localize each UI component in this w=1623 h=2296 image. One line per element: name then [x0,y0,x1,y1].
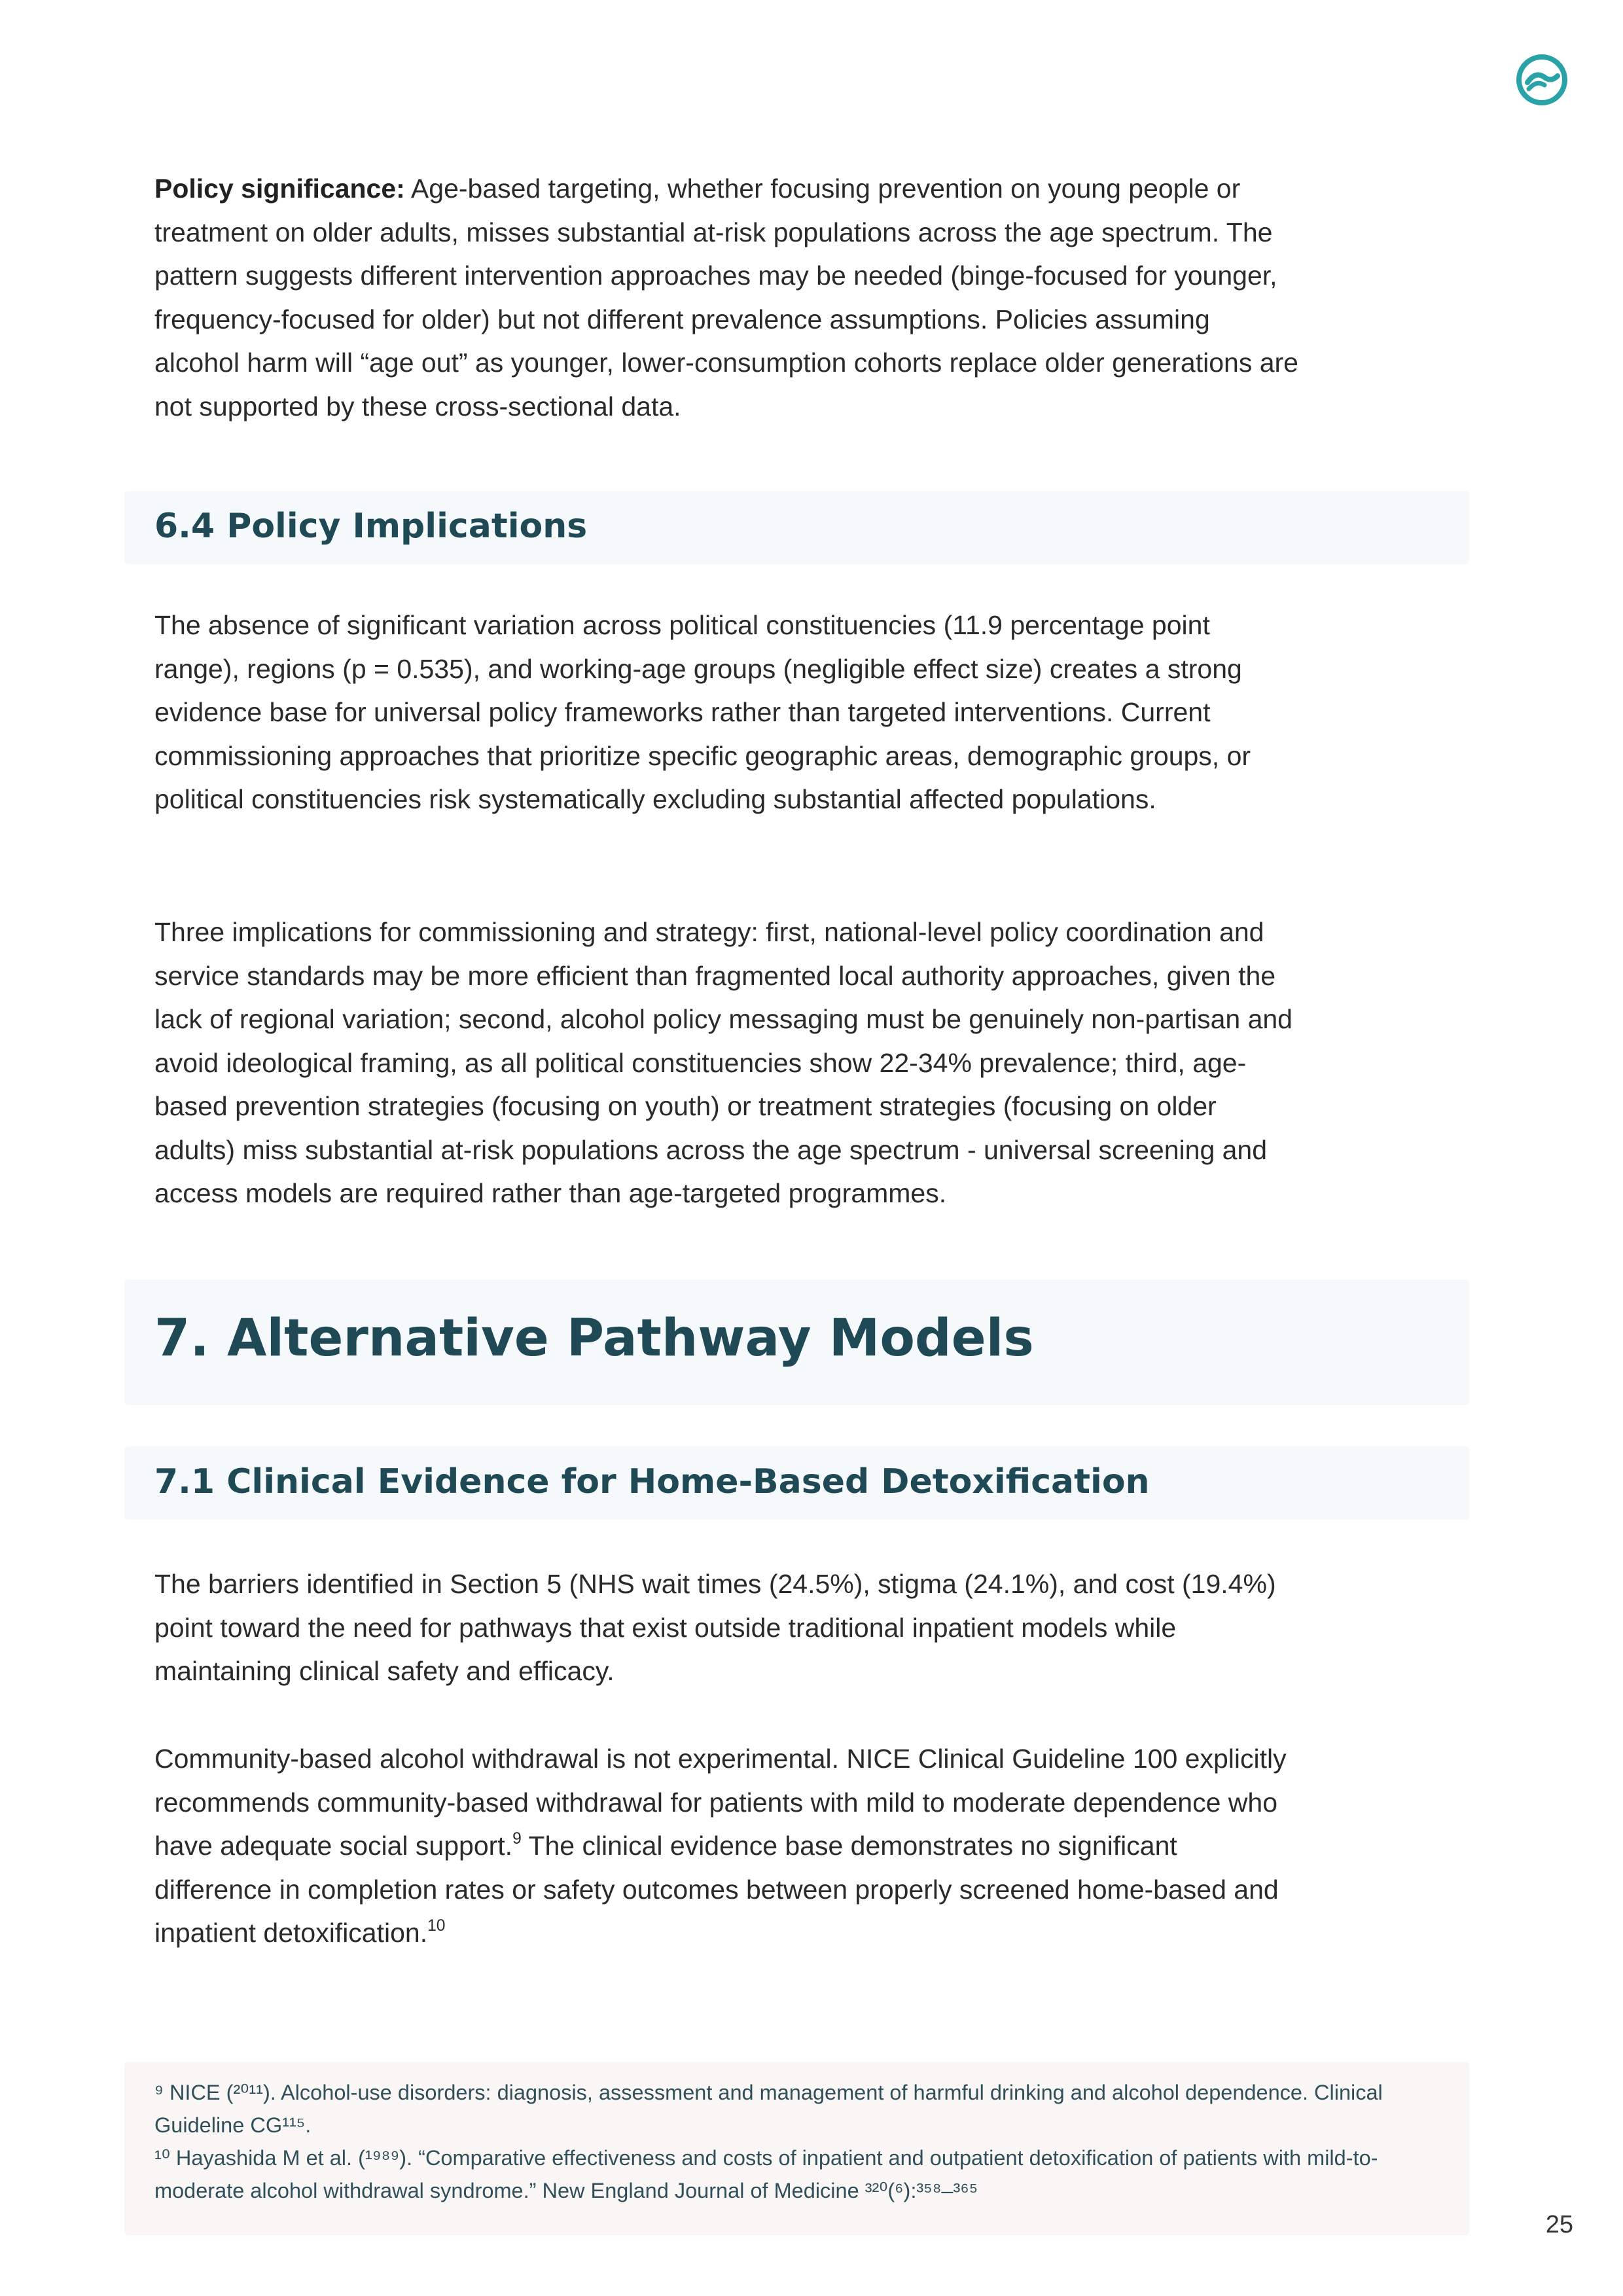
brand-logo-icon [1516,54,1568,106]
page-number: 25 [1545,2211,1573,2238]
section-6-4-body-2 [154,910,1300,1215]
section-7-title: 7. Alternative Pathway Models [154,1309,1034,1368]
footnote-10: ¹⁰ Hayashida M et al. (¹⁹⁸⁹). “Comparative effectiveness and costs of inpatient and outpatient detoxification of patients with mild-to-moderate alcohol withdrawal syndrome.” New England Journal of Medicine ³²⁰(⁶):³⁵⁸–³⁶⁵ [154,2146,1378,2202]
section-6-4-body [154,603,1300,821]
policy-significance-section [154,167,1300,428]
section-6-4-title: 6.4 Policy Implications [154,507,588,546]
policy-significance-text: Age-based targeting, whether focusing prevention on young people or treatment on older adults, misses substantial at-risk populations across the age spectrum. The pattern suggests different intervention approaches may be needed (binge-focused for younger, frequency-focused for older) but not different prevalence assumptions. Policies assuming alcohol harm will “age out” as younger, lower-consumption cohorts replace older generations are not supported by these cross-sectional data. [154,173,1298,422]
policy-significance-lead: Policy significance: [154,173,405,204]
footnotes-box [124,2062,1469,2235]
section-7-1-title: 7.1 Clinical Evidence for Home-Based Detoxification [154,1462,1150,1501]
section-6-4-paragraph-2: Three implications for commissioning and strategy: first, national-level policy coordination and service standards may be more efficient than fragmented local authority approaches, given the lack of regional variation; second, alcohol policy messaging must be genuinely non-partisan and avoid ideological framing, as all political constituencies show 22-34% prevalence; third, age-based prevention strategies (focusing on youth) or treatment strategies (focusing on older adults) miss substantial at-risk populations across the age spectrum - universal screening and access models are required rather than age-targeted programmes. [154,917,1293,1208]
paragraph-2-text-a: Community-based alcohol withdrawal is not experimental. NICE Clinical Guideline 100 explicitly recommends community-based withdrawal for patients with mild to moderate dependence who have adequate social support. [154,1744,1287,1861]
section-6-4-header [124,491,1469,564]
section-7-header [124,1280,1469,1405]
footnote-ref-9[interactable]: 9 [512,1829,522,1848]
section-6-4-paragraph-1: The absence of significant variation across political constituencies (11.9 percentage point range), regions (p = 0.535), and working-age groups (negligible effect size) creates a strong evidence base for universal policy frameworks rather than targeted interventions. Current commissioning approaches that prioritize specific geographic areas, demographic groups, or political constituencies risk systematically excluding substantial affected populations. [154,610,1251,814]
section-7-1-paragraph-2 [154,1737,1300,1955]
footnote-9: ⁹ NICE (²⁰¹¹). Alcohol-use disorders: diagnosis, assessment and management of harmful drinking and alcohol dependence. Clinical Guideline CG¹¹⁵. [154,2081,1383,2137]
section-7-1-paragraph-1: The barriers identified in Section 5 (NHS wait times (24.5%), stigma (24.1%), and cost (19.4%) point toward the need for pathways that exist outside traditional inpatient models while maintaining clinical safety and efficacy. [154,1569,1276,1686]
section-7-1-body-2 [154,1737,1300,1955]
section-7-1-body [154,1562,1300,1693]
policy-significance-paragraph [154,167,1300,428]
section-7-1-header [124,1446,1469,1520]
paragraph-2-text-b: The clinical evidence base demonstrates no significant difference in completion rates or safety outcomes between properly screened home-based and inpatient detoxification. [154,1831,1279,1948]
footnote-ref-10[interactable]: 10 [427,1916,446,1935]
